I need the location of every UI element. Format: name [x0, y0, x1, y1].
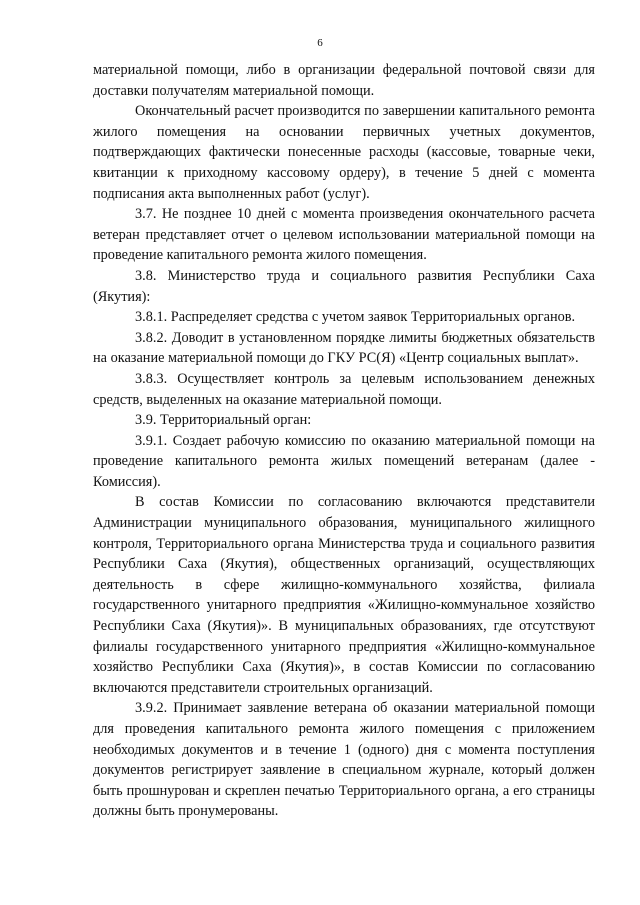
paragraph-commission-composition: В состав Комиссии по согласованию включаются представители Администрации муниципального образования, муниципального жилищного контроля, Территориального органа Министерства труда и социального развития Республики Саха (Якутия), общественных организаций, осуществляющих деятельность в сфере жилищно-коммунального хозяйства, филиала государственного унитарного предприятия «Жилищно-коммунальное хозяйство Республики Саха (Якутия)». В муниципальных образованиях, где отсутствуют филиалы государственного унитарного предприятия «Жилищно-коммунальное хозяйство Республики Саха (Якутия)», в состав Комиссии по согласованию включаются представители строительных организаций.	[93, 494, 595, 696]
paragraph-3-9-2: 3.9.2. Принимает заявление ветерана об оказании материальной помощи для проведения капитального ремонта жилого помещения с приложением необходимых документов и в течение 1 (одного) дня с момента поступления документов регистрирует заявление в специальном журнале, который должен быть прошнурован и скреплен печатью Территориального органа, а его страницы должны быть пронумерованы.	[93, 700, 595, 820]
paragraph-3-8-2: 3.8.2. Доводит в установленном порядке лимиты бюджетных обязательств на оказание материальной помощи до ГКУ РС(Я) «Центр социальных выплат».	[93, 329, 595, 367]
page-number: 6	[317, 37, 323, 49]
document-body	[93, 60, 595, 822]
paragraph-3-9-1: 3.9.1. Создает рабочую комиссию по оказанию материальной помощи на проведение капитального ремонта жилых помещений ветеранам (далее - Комиссия).	[93, 432, 595, 490]
paragraph-continuation: материальной помощи, либо в организации федеральной почтовой связи для доставки получателям материальной помощи.	[93, 62, 595, 99]
paragraph-final-settlement: Окончательный расчет производится по завершении капитального ремонта жилого помещения на основании первичных учетных документов, подтверждающих фактически понесенные расходы (кассовые, товарные чеки, квитанции к приходному кассовому ордеру), в течение 5 дней с момента подписания акта выполненных работ (услуг).	[93, 103, 595, 202]
paragraph-3-9: 3.9. Территориальный орган:	[135, 412, 312, 429]
paragraph-3-8-3: 3.8.3. Осуществляет контроль за целевым использованием денежных средств, выделенных на оказание материальной помощи.	[93, 370, 595, 408]
paragraph-3-8-1: 3.8.1. Распределяет средства с учетом заявок Территориальных органов.	[135, 309, 576, 326]
paragraph-3-8: 3.8. Министерство труда и социального развития Республики Саха (Якутия):	[93, 267, 595, 305]
paragraph-3-7: 3.7. Не позднее 10 дней с момента произведения окончательного расчета ветеран представляет отчет о целевом использовании материальной помощи на проведение капитального ремонта жилого помещения.	[93, 206, 595, 264]
